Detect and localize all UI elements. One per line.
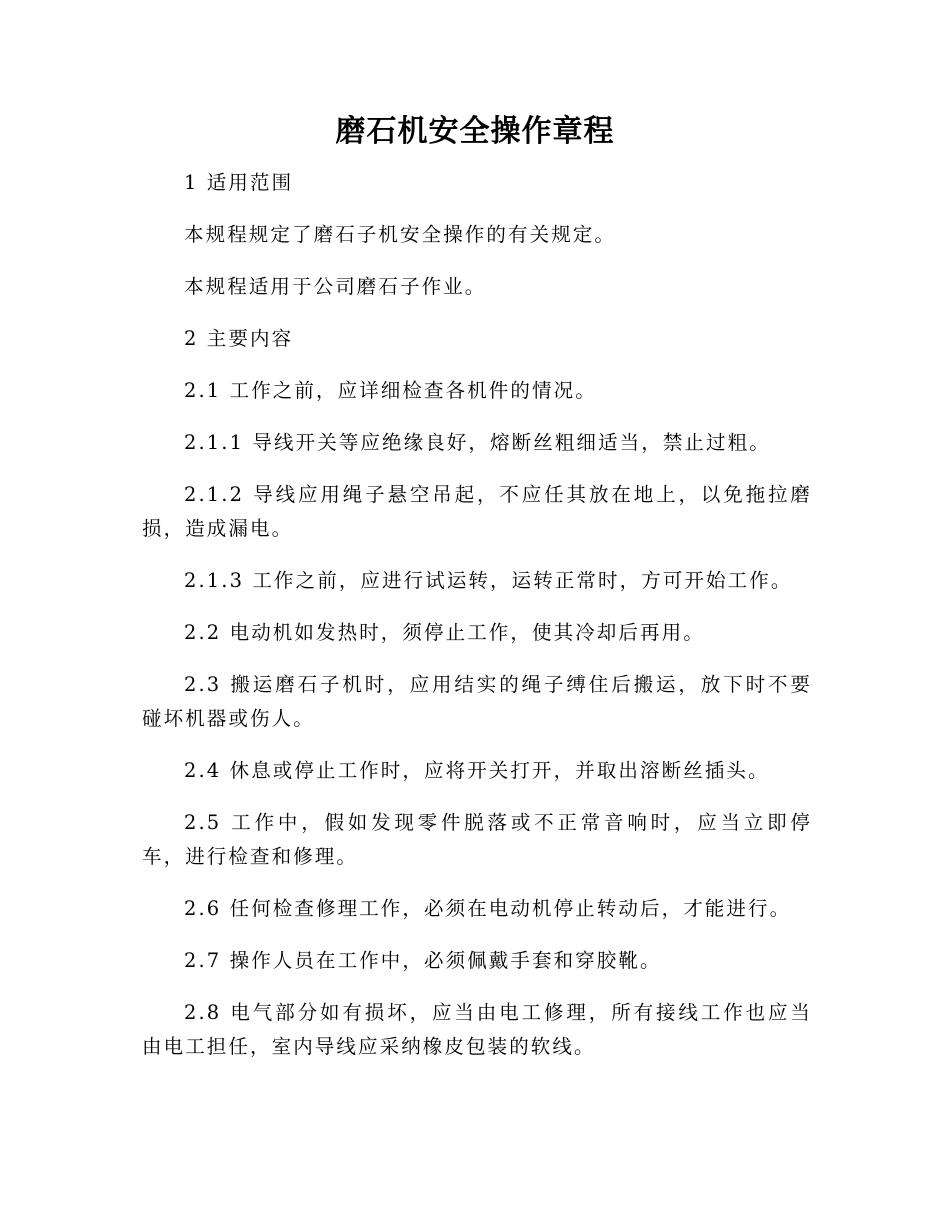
paragraph-2-8: 2.8 电气部分如有损坏，应当由电工修理，所有接线工作也应当由电工担任，室内导线应采纳橡皮包装的软线。 bbox=[142, 1001, 812, 1058]
paragraph-2-1-2: 2.1.2 导线应用绳子悬空吊起，不应任其放在地上，以免拖拉磨损，造成漏电。 bbox=[142, 483, 812, 540]
paragraph-2-1-1: 2.1.1 导线开关等应绝缘良好，熔断丝粗细适当，禁止过粗。 bbox=[184, 431, 771, 454]
paragraph-2-2: 2.2 电动机如发热时，须停止工作，使其冷却后再用。 bbox=[184, 621, 705, 644]
paragraph-section-2-heading: 2 主要内容 bbox=[184, 327, 294, 350]
paragraph-2-7: 2.7 操作人员在工作中，必须佩戴手套和穿胶靴。 bbox=[184, 949, 662, 972]
paragraph-2-3: 2.3 搬运磨石子机时，应用结实的绳子缚住后搬运，放下时不要碰坏机器或伤人。 bbox=[142, 673, 812, 730]
document-title: 磨石机安全操作章程 bbox=[335, 114, 615, 149]
paragraph-section-1-heading: 1 适用范围 bbox=[184, 171, 294, 194]
paragraph-2-1-3: 2.1.3 工作之前，应进行试运转，运转正常时，方可开始工作。 bbox=[184, 569, 793, 592]
document-body bbox=[142, 166, 812, 1082]
paragraph-scope-applicability: 本规程适用于公司磨石子作业。 bbox=[184, 275, 487, 298]
paragraph-2-5: 2.5 工作中，假如发现零件脱落或不正常音响时，应当立即停车，进行检查和修理。 bbox=[142, 811, 812, 868]
paragraph-2-6: 2.6 任何检查修理工作，必须在电动机停止转动后，才能进行。 bbox=[184, 897, 792, 920]
paragraph-2-4: 2.4 休息或停止工作时，应将开关打开，并取出溶断丝插头。 bbox=[184, 759, 770, 782]
paragraph-2-1: 2.1 工作之前，应详细检查各机件的情况。 bbox=[184, 379, 597, 402]
paragraph-scope-definition: 本规程规定了磨石子机安全操作的有关规定。 bbox=[184, 223, 617, 246]
